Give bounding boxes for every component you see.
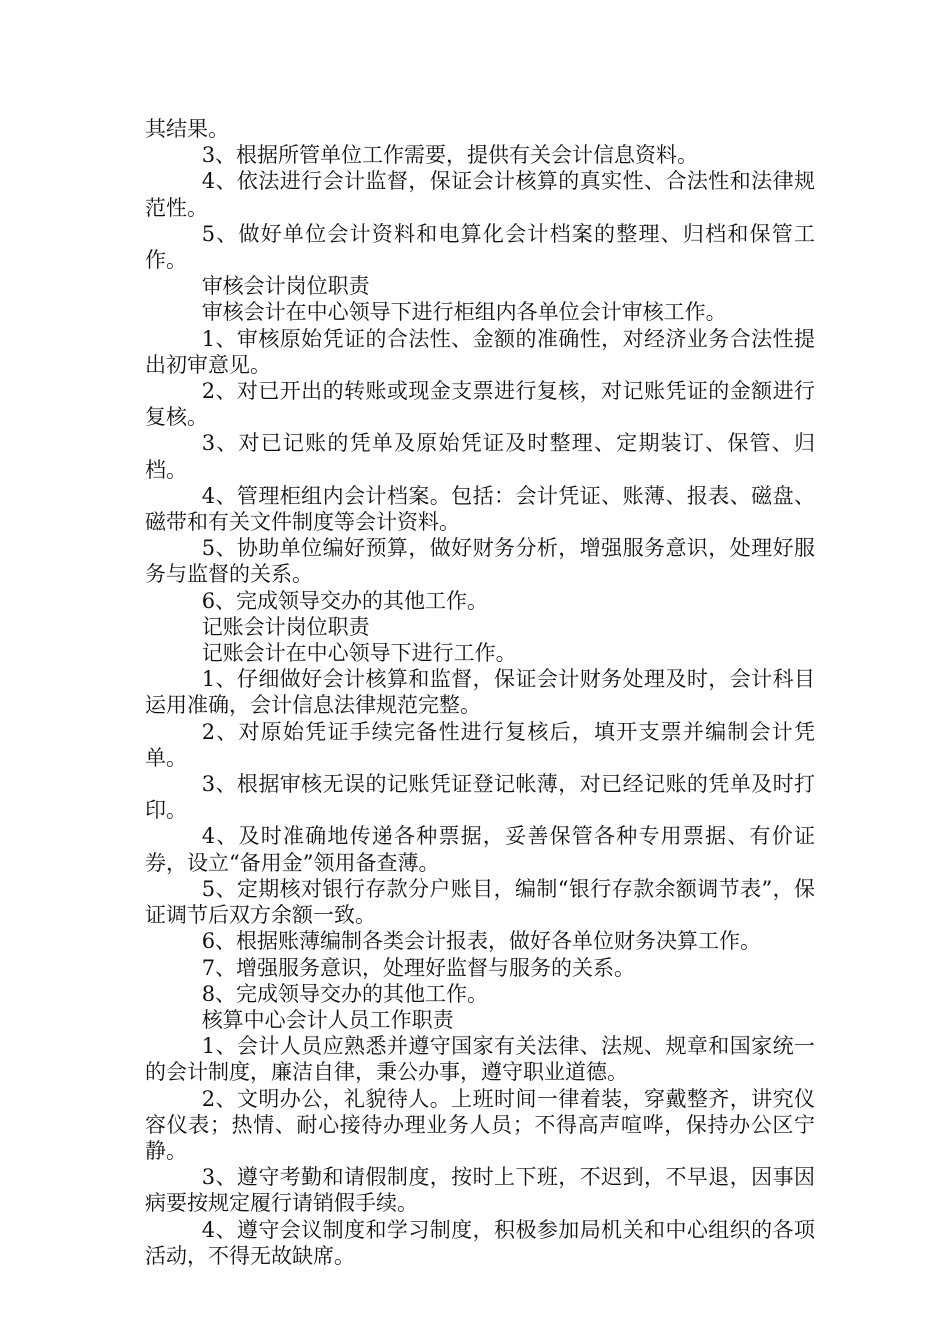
paragraph: 7、增强服务意识，处理好监督与服务的关系。 [201,955,636,980]
paragraph: 6、完成领导交办的其他工作。 [201,588,489,613]
paragraph: 8、完成领导交办的其他工作。 [201,981,489,1006]
paragraph: 5、做好单位会计资料和电算化会计档案的整理、归档和保管工作。 [145,221,815,273]
paragraph: 3、根据所管单位工作需要，提供有关会计信息资料。 [201,143,699,168]
paragraph: 审核会计在中心领导下进行柜组内各单位会计审核工作。 [201,300,727,325]
section-heading: 核算中心会计人员工作职责 [201,1007,454,1032]
paragraph: 其结果。 [145,117,229,141]
paragraph: 记账会计在中心领导下进行工作。 [201,641,517,666]
paragraph: 4、管理柜组内会计档案。包括：会计凭证、账薄、报表、磁盘、磁带和有关文件制度等会计资料。 [145,483,815,535]
paragraph: 2、文明办公，礼貌待人。上班时间一律着装，穿戴整齐，讲究仪容仪表；热情、耐心接待办理业务人员；不得高声喧哗，保持办公区宁静。 [145,1086,815,1163]
section-heading: 审核会计岗位职责 [201,274,370,299]
document-body [145,116,815,1269]
paragraph: 3、遵守考勤和请假制度，按时上下班，不迟到，不早退，因事因病要按规定履行请销假手续。 [145,1165,815,1216]
section-heading: 记账会计岗位职责 [201,614,370,639]
paragraph: 5、协助单位编好预算，做好财务分析，增强服务意识，处理好服务与监督的关系。 [145,536,815,587]
paragraph: 6、根据账薄编制各类会计报表，做好各单位财务决算工作。 [201,929,762,954]
paragraph: 4、遵守会议制度和学习制度，积极参加局机关和中心组织的各项活动，不得无故缺席。 [145,1217,815,1268]
paragraph: 5、定期核对银行存款分户账目，编制“银行存款余额调节表”，保证调节后双方余额一致。 [145,876,815,928]
paragraph: 4、及时准确地传递各种票据，妥善保管各种专用票据、有价证券，设立“备用金”领用备查薄。 [145,824,815,875]
paragraph: 1、仔细做好会计核算和监督，保证会计财务处理及时，会计科目运用准确，会计信息法律规范完整。 [145,667,815,718]
paragraph: 1、审核原始凭证的合法性、金额的准确性，对经济业务合法性提出初审意见。 [145,326,815,377]
paragraph: 2、对已开出的转账或现金支票进行复核，对记账凭证的金额进行复核。 [145,379,815,430]
paragraph: 1、会计人员应熟悉并遵守国家有关法律、法规、规章和国家统一的会计制度，廉洁自律，秉公办事，遵守职业道德。 [145,1034,815,1085]
paragraph: 3、根据审核无误的记账凭证登记帐薄，对已经记账的凭单及时打印。 [145,772,815,823]
paragraph: 4、依法进行会计监督，保证会计核算的真实性、合法性和法律规范性。 [145,169,815,220]
paragraph: 2、对原始凭证手续完备性进行复核后，填开支票并编制会计凭单。 [145,719,815,770]
paragraph: 3、对已记账的凭单及原始凭证及时整理、定期装订、保管、归档。 [145,431,815,482]
